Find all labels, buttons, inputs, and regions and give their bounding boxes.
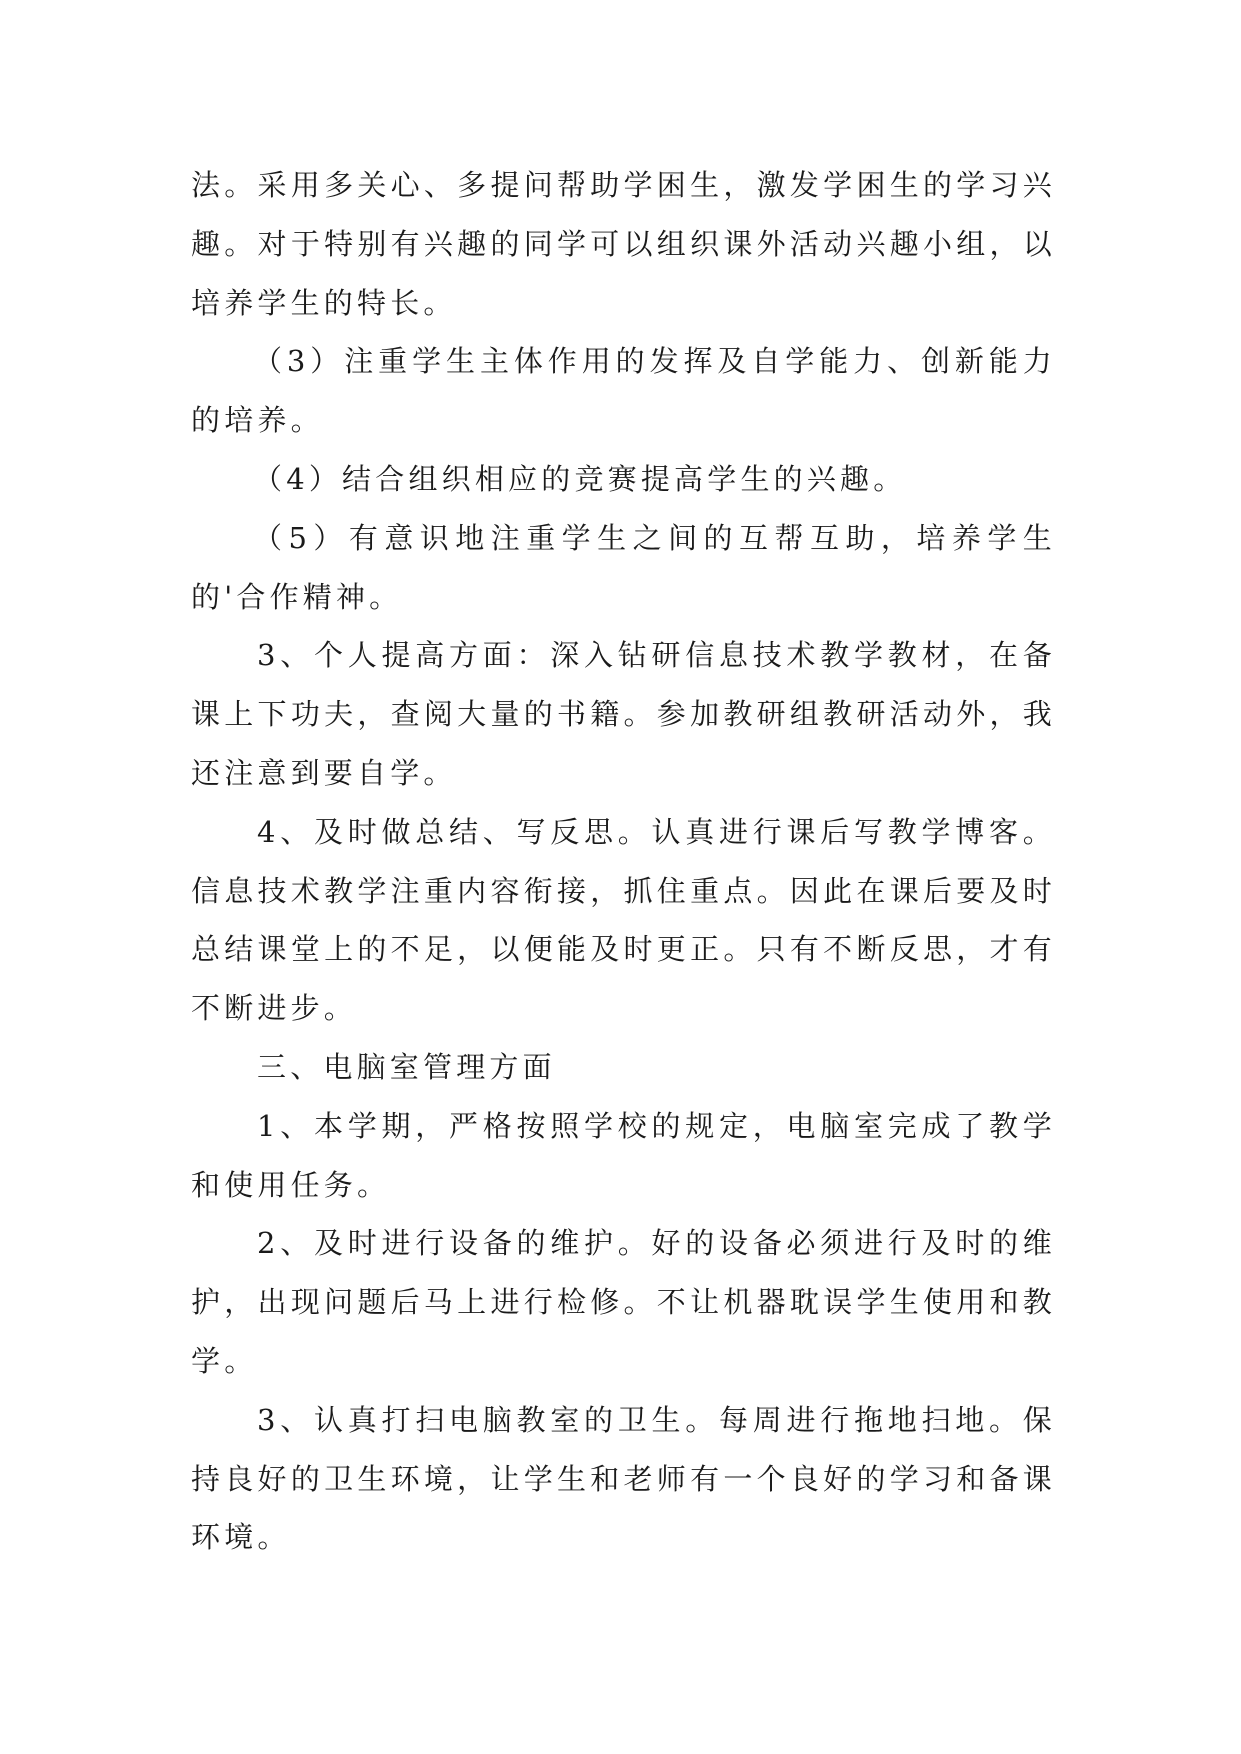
paragraph-summary-reflection: 4、及时做总结、写反思。认真进行课后写教学博客。信息技术教学注重内容衔接，抓住重点。因此在课后要及时总结课堂上的不足，以便能及时更正。只有不断反思，才有不断进步。	[191, 814, 1056, 1026]
paragraph-continuation: 法。采用多关心、多提问帮助学困生，激发学困生的学习兴趣。对于特别有兴趣的同学可以组织课外活动兴趣小组，以培养学生的特长。	[191, 168, 1056, 320]
paragraph-room-item-3: 3、认真打扫电脑教室的卫生。每周进行拖地扫地。保持良好的卫生环境，让学生和老师有一个良好的学习和备课环境。	[191, 1402, 1056, 1555]
paragraph-personal-improvement: 3、个人提高方面：深入钻研信息技术教学教材，在备课上下功夫，查阅大量的书籍。参加教研组教研活动外，我还注意到要自学。	[191, 638, 1056, 790]
paragraph-item-4: （4）结合组织相应的竞赛提高学生的兴趣。	[253, 461, 907, 496]
paragraph-item-3: （3）注重学生主体作用的发挥及自学能力、创新能力的培养。	[191, 344, 1056, 438]
paragraph-room-item-2: 2、及时进行设备的维护。好的设备必须进行及时的维护，出现问题后马上进行检修。不让机器耽误学生使用和教学。	[191, 1226, 1056, 1378]
document-body	[191, 156, 1056, 1567]
section-heading-computer-room: 三、电脑室管理方面	[257, 1049, 556, 1084]
paragraph-item-5: （5）有意识地注重学生之间的互帮互助，培养学生的'合作精神。	[191, 520, 1056, 614]
paragraph-room-item-1: 1、本学期，严格按照学校的规定，电脑室完成了教学和使用任务。	[191, 1108, 1056, 1202]
